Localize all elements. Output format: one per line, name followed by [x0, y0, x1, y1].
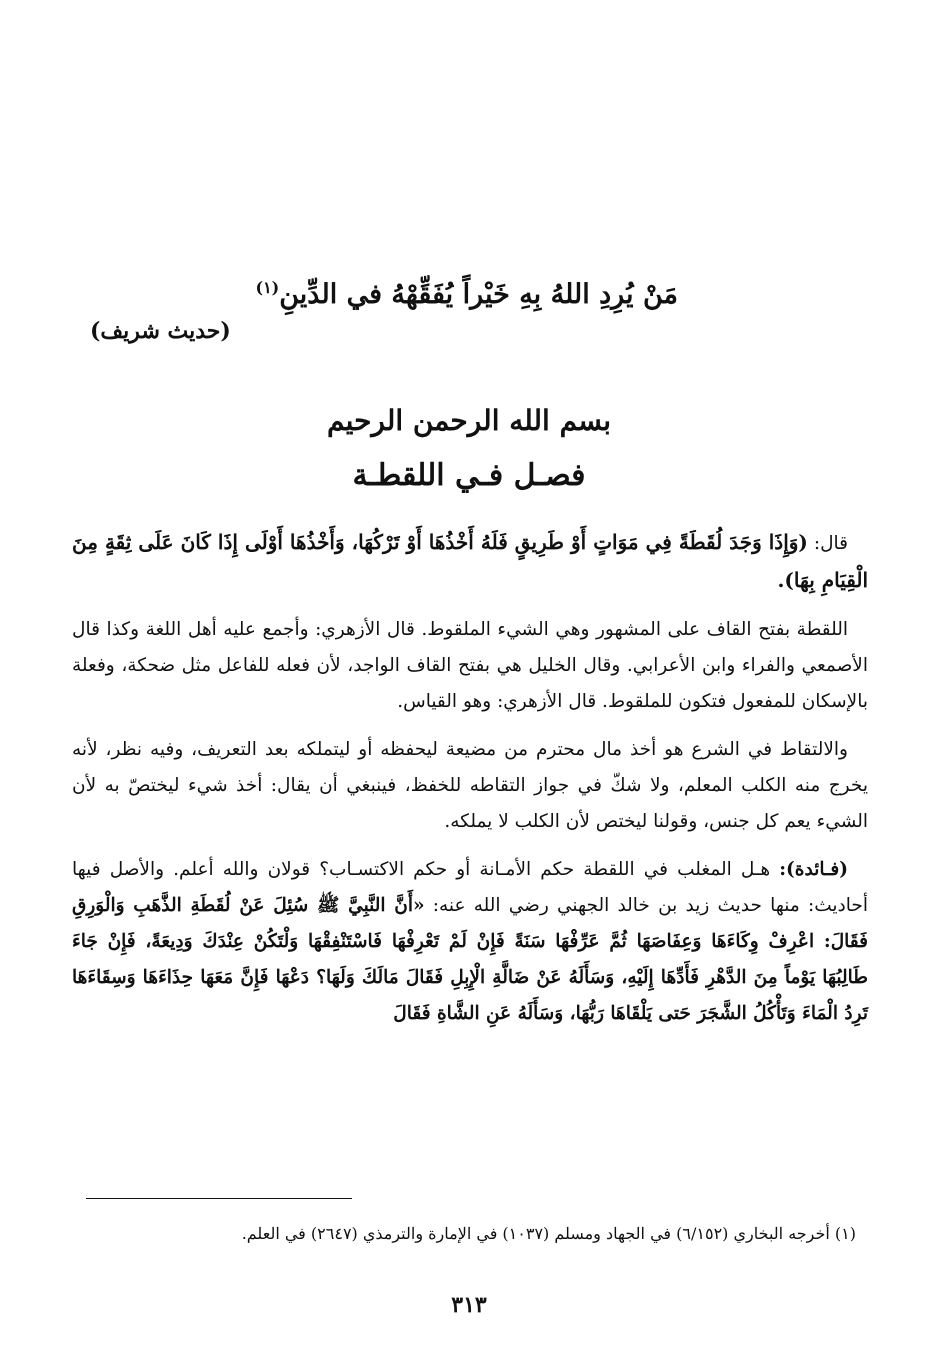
footnote-marker[interactable]: (١)	[255, 278, 280, 297]
body-text	[72, 524, 868, 1044]
matn-text: (وَإِذَا وَجَدَ لُقَطَةً فِي مَوَاتٍ أَوْ طَرِيقٍ فَلَهُ أَخْذُهَا أَوْ تَرْكُهَا، وَأَخْذُهَا أَوْلَى إِذَا كَانَ عَلَى ثِقَةٍ مِنَ الْقِيَامِ بِهَا).	[72, 530, 868, 592]
paragraph-faida	[72, 852, 868, 1032]
chapter-title: فصـل فـي اللقطـة	[352, 458, 586, 493]
matn-paragraph	[72, 524, 868, 600]
paragraph-definition: اللقطة بفتح القاف على المشهور وهي الشيء الملقوط. قال الأزهري: وأجمع عليه أهل اللغة وكذا قال الأصمعي والفراء وابن الأعرابي. وقال الخليل هي بفتح القاف الواجد، لأن فعله للفاعل مثل ضحكة، وفعلة بالإسكان للمفعول فتكون للملقوط. قال الأزهري: وهو القياس.	[72, 619, 868, 712]
faida-label: (فـائدة):	[779, 859, 848, 880]
page-number: ٣١٣	[451, 1292, 487, 1318]
matn-lead: قال:	[813, 533, 848, 554]
epigraph-text: مَنْ يُرِدِ اللهُ بِهِ خَيْراً يُفَقِّهْهُ في الدِّينِ	[279, 279, 678, 310]
hadith-text: «أَنَّ النَّبِيَّ ﷺ سُئِلَ عَنْ لُقَطَةِ الذَّهَبِ وَالْوَرِقِ فَقَالَ: اعْرِفْ وِكَاءَهَا وَعِفَاصَهَا ثُمَّ عَرِّفْهَا سَنَةً فَإِنْ لَمْ تَعْرِفْهَا فَاسْتَنْفِقْهَا وَلْتَكُنْ عِنْدَكَ وَدِيعَةً، فَإِنْ جَاءَ طَالِبُهَا يَوْماً مِنَ الدَّهْرِ فَأَدِّهَا إِلَيْهِ، وَسَأَلَهُ عَنْ ضَالَّةِ الْإِبِلِ فَقَالَ مَالَكَ وَلَهَا؟ دَعْهَا فَإِنَّ مَعَهَا حِذَاءَهَا وَسِقَاءَهَا تَرِدُ الْمَاءَ وَتَأْكُلُ الشَّجَرَ حَتى يَلْقَاهَا رَبُّهَا، وَسَأَلَهُ عَنِ الشَّاةِ فَقَالَ	[72, 895, 868, 1024]
footnote-divider	[86, 1198, 352, 1199]
basmala: بسم الله الرحمن الرحيم	[327, 404, 611, 437]
faida-text: هـل المغلب في اللقطة حكم الأمـانة أو حكم الاكتسـاب؟ قولان والله أعلم. والأصل فيها أحاديث: منها حديث زيد بن خالد الجهني رضي الله عنه:	[72, 859, 868, 916]
hadith-epigraph	[255, 268, 678, 315]
footnote: (١) أخرجه البخاري (٦/١٥٢) في الجهاد ومسلم (١٠٣٧) في الإمارة والترمذي (٢٦٤٧) في العلم.	[241, 1224, 856, 1243]
paragraph-sharia-definition: والالتقاط في الشرع هو أخذ مال محترم من مضيعة ليحفظه أو ليتملكه بعد التعريف، وفيه نظر، لأنه يخرج منه الكلب المعلم، ولا شكّ في جواز التقاطه للخفظ، فينبغي أن يقال: أخذ شيء ليختصّ به لأن الشيء يعم كل جنس، وقولنا ليختص لأن الكلب لا يملكه.	[72, 739, 868, 832]
epigraph-attribution: (حديث شريف)	[90, 318, 231, 344]
